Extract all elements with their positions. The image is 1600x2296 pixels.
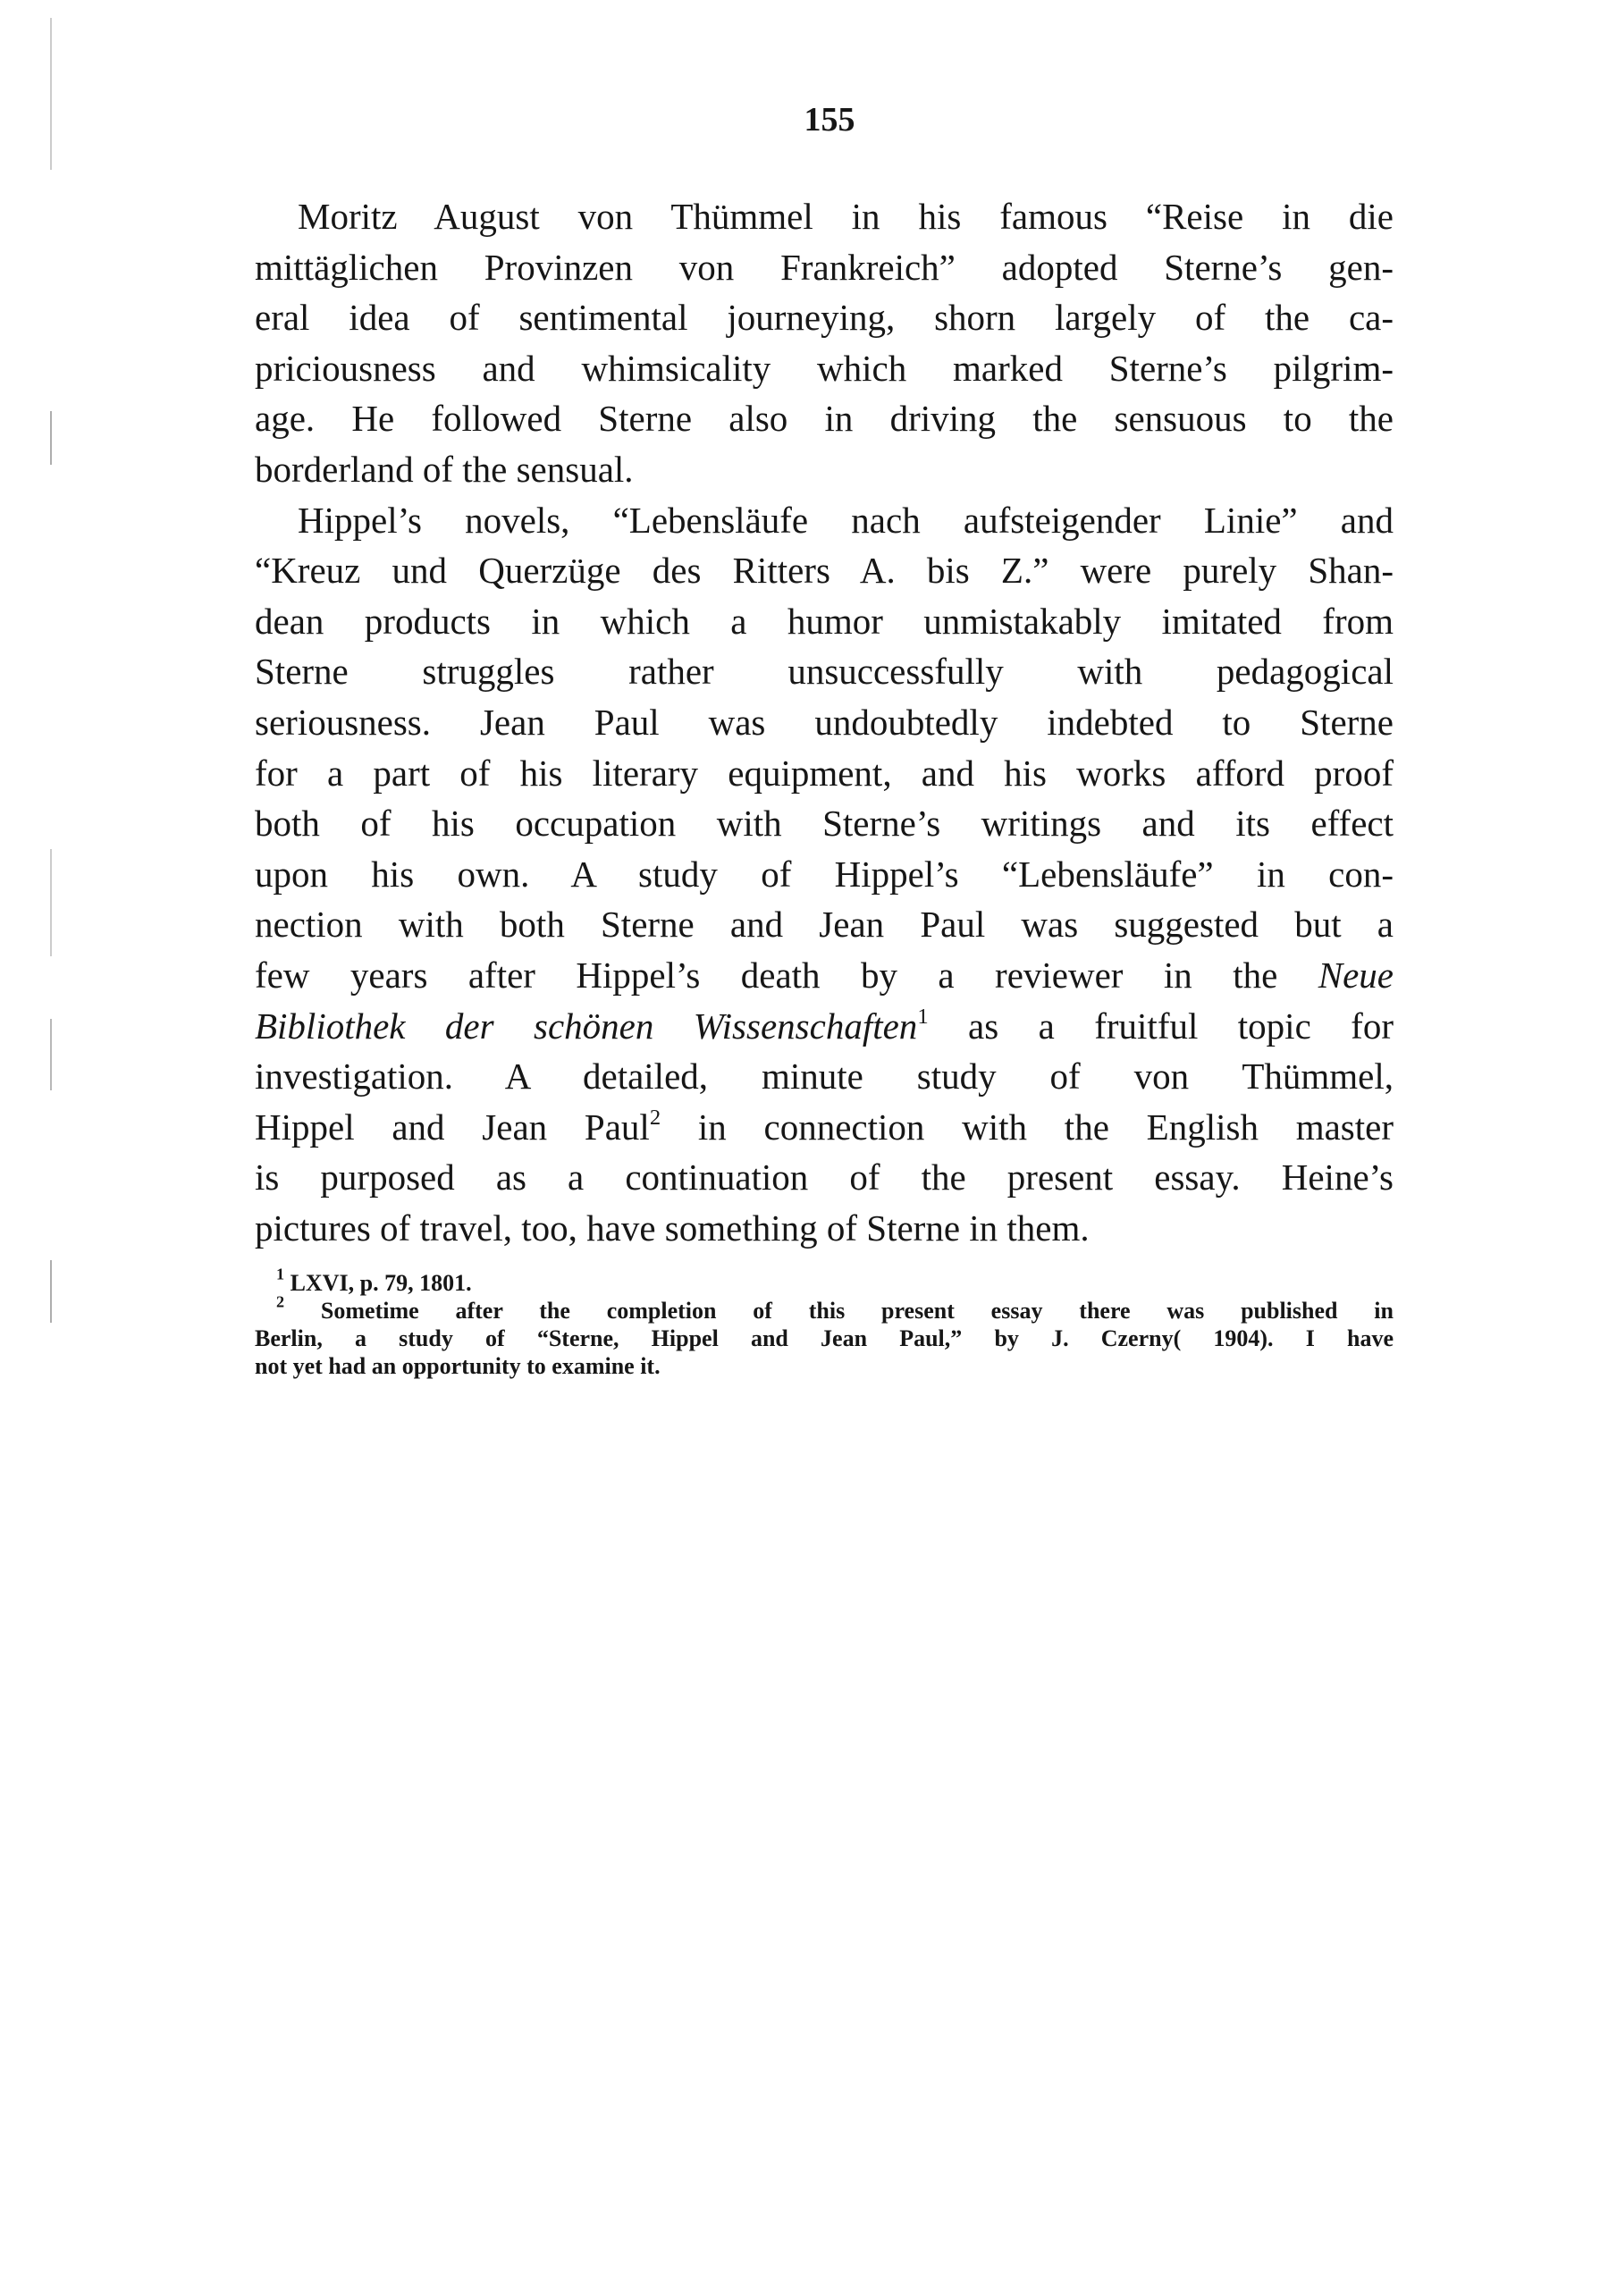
text-line [255, 292, 1394, 343]
text-run: both of his occupation with Sterne’s writings and its effect [255, 803, 1394, 845]
text-run: Sometime after the completion of this present essay there was published in [284, 1298, 1394, 1324]
text-line [255, 1102, 1394, 1153]
text-line [255, 444, 1394, 495]
scan-artifact-line [50, 18, 52, 170]
italic-title: Bibliothek der schönen Wissenschaften [255, 1005, 918, 1047]
text-line [255, 1051, 1394, 1102]
footnotes [255, 1265, 1394, 1380]
text-line [255, 697, 1394, 748]
text-run: pictures of travel, too, have something of Sterne in them. [255, 1207, 1090, 1249]
text-run: eral idea of sentimental journeying, shorn largely of the ca- [255, 297, 1394, 339]
text-line [255, 1325, 1394, 1352]
scan-artifact-line [50, 411, 52, 465]
text-run: Moritz August von Thümmel in his famous “Reise in die [298, 196, 1394, 237]
text-line [255, 393, 1394, 444]
italic-title: Neue [1318, 954, 1394, 996]
text-run: age. He followed Sterne also in driving the sensuous to the [255, 398, 1394, 440]
text-line [255, 596, 1394, 647]
text-line [255, 1001, 1394, 1052]
text-line [255, 748, 1394, 799]
text-line [255, 899, 1394, 950]
text-line [255, 1203, 1394, 1254]
text-line [255, 798, 1394, 849]
text-line [255, 1265, 1394, 1297]
footnote-marker: 1 [276, 1265, 285, 1283]
body-text [255, 191, 1394, 1253]
text-run: upon his own. A study of Hippel’s “Lebensläufe” in con- [255, 853, 1394, 895]
footnote-marker: 2 [276, 1292, 285, 1311]
text-line [255, 343, 1394, 394]
footnote-marker: 1 [917, 1004, 929, 1029]
text-run: for a part of his literary equipment, and his works afford proof [255, 752, 1394, 794]
text-run: borderland of the sensual. [255, 448, 634, 490]
text-run: few years after Hippel’s death by a reviewer in the [255, 954, 1318, 996]
text-run: is purposed as a continuation of the present essay. Heine’s [255, 1156, 1394, 1198]
text-line [255, 1292, 1394, 1325]
text-line [255, 950, 1394, 1001]
text-run: “Kreuz und Querzüge des Ritters A. bis Z.” were purely Shan- [255, 550, 1394, 592]
text-run: mittäglichen Provinzen von Frankreich” adopted Sterne’s gen- [255, 246, 1394, 288]
text-line [255, 1352, 1394, 1380]
text-run: LXVI, p. 79, 1801. [284, 1270, 472, 1296]
scan-artifact-line [50, 849, 52, 956]
footnote [255, 1265, 1394, 1297]
text-run: priciousness and whimsicality which marked Sterne’s pilgrim- [255, 347, 1394, 389]
text-run: in connection with the English master [661, 1106, 1394, 1148]
scan-artifact-line [50, 1260, 52, 1323]
text-run: dean products in which a humor unmistakably imitated from [255, 600, 1394, 642]
text-line [255, 646, 1394, 697]
text-line [255, 849, 1394, 900]
text-run: not yet had an opportunity to examine it. [255, 1353, 661, 1379]
paragraph [255, 191, 1394, 495]
footnote-marker: 2 [649, 1105, 661, 1130]
text-line [255, 191, 1394, 242]
text-line [255, 495, 1394, 546]
text-line [255, 242, 1394, 293]
text-run: Sterne struggles rather unsuccessfully with pedagogical [255, 651, 1394, 693]
text-line [255, 1152, 1394, 1203]
text-run: Hippel and Jean Paul [255, 1106, 650, 1148]
page-number: 155 [804, 101, 855, 139]
text-run: Berlin, a study of “Sterne, Hippel and Jean Paul,” by J. Czerny( 1904). I have [255, 1325, 1394, 1351]
text-run: seriousness. Jean Paul was undoubtedly indebted to Sterne [255, 701, 1394, 743]
text-run: nection with both Sterne and Jean Paul was suggested but a [255, 904, 1394, 946]
paragraph [255, 495, 1394, 1254]
text-run: investigation. A detailed, minute study of von Thümmel, [255, 1055, 1394, 1098]
text-line [255, 545, 1394, 596]
text-run: Hippel’s novels, “Lebensläufe nach aufsteigender Linie” and [298, 499, 1394, 541]
scan-artifact-line [50, 1019, 52, 1090]
text-run: as a fruitful topic for [928, 1005, 1394, 1047]
footnote [255, 1292, 1394, 1380]
